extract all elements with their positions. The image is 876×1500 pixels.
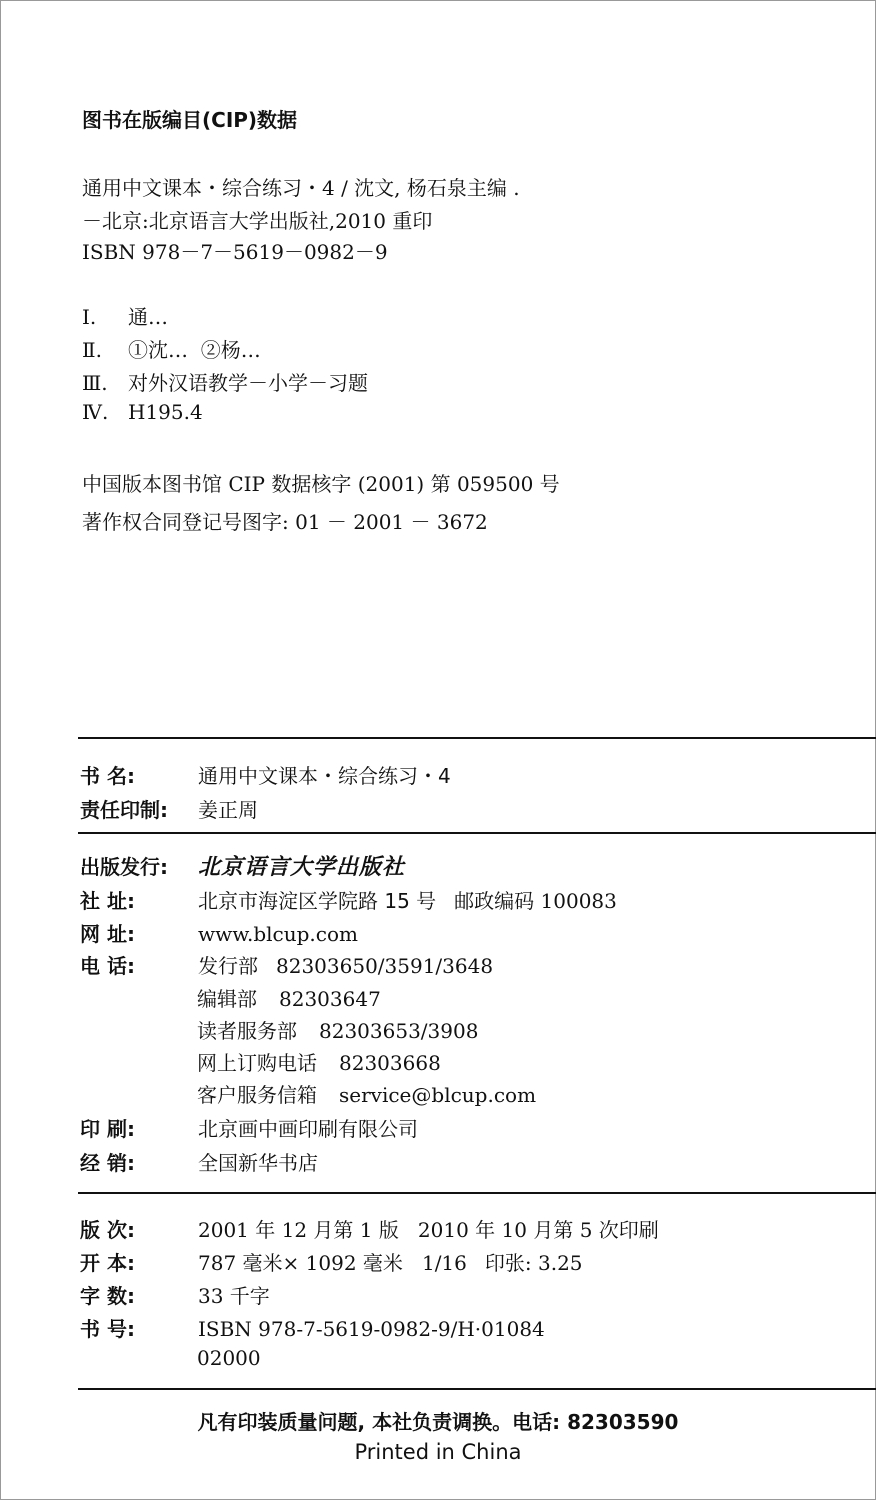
classification-number: Ⅳ. — [82, 400, 109, 424]
word-count: 33 千字 — [198, 1284, 270, 1308]
printer-row — [80, 1113, 418, 1142]
cip-record-number: 中国版本图书馆 CIP 数据核字 (2001) 第 059500 号 — [82, 472, 560, 496]
phone-dept: 客户服务信箱 — [197, 1083, 317, 1107]
book-title: 通用中文课本・综合练习・4 — [198, 764, 451, 788]
publisher-label: 出版发行: — [80, 855, 168, 879]
format-label: 开 本: — [80, 1251, 135, 1275]
isbn-row — [80, 1313, 545, 1342]
classification-text: 对外汉语教学－小学－习题 — [128, 371, 368, 395]
printer: 北京画中画印刷有限公司 — [198, 1117, 418, 1141]
format-row — [80, 1247, 583, 1276]
divider — [78, 1388, 876, 1390]
cip-heading: 图书在版编目(CIP)数据 — [82, 108, 298, 132]
phone-entry — [197, 1047, 441, 1076]
isbn-extra-row — [197, 1346, 261, 1370]
address-label: 社 址: — [80, 889, 135, 913]
printing-supervisor-label: 责任印制: — [80, 798, 168, 822]
phone-dept: 读者服务部 — [197, 1019, 297, 1043]
phone-entry — [197, 1015, 478, 1044]
classification-row — [82, 400, 203, 424]
page-border — [0, 0, 1, 1500]
classification-text: 通… — [128, 305, 168, 329]
divider — [78, 1192, 876, 1194]
printing-supervisor-row — [80, 794, 258, 823]
phone-dept: 发行部 — [198, 954, 258, 978]
address: 北京市海淀区学院路 15 号 — [198, 889, 437, 913]
classification-row — [82, 367, 368, 396]
phone-number: 82303668 — [339, 1051, 441, 1075]
cip-title-line: 通用中文课本・综合练习・4 / 沈文, 杨石泉主编 . — [82, 176, 520, 200]
website-label: 网 址: — [80, 922, 135, 946]
isbn-extra: 02000 — [197, 1346, 261, 1370]
phone-dept: 编辑部 — [197, 987, 257, 1011]
publisher-row — [80, 850, 405, 881]
cip-isbn-line: ISBN 978－7－5619－0982－9 — [82, 240, 388, 264]
classification-row — [82, 334, 261, 363]
quality-notice: 凡有印装质量问题, 本社负责调换。电话: 82303590 — [197, 1410, 679, 1434]
phone-dept: 网上订购电话 — [197, 1051, 317, 1075]
classification-number: Ⅰ. — [82, 305, 97, 329]
address-row — [80, 885, 617, 914]
classification-row — [82, 301, 168, 330]
distributor-label: 经 销: — [80, 1151, 135, 1175]
phone-label: 电 话: — [80, 954, 135, 978]
divider — [78, 832, 876, 834]
website-row — [80, 918, 358, 947]
book-title-row — [80, 760, 451, 789]
printing-sheets: 印张: 3.25 — [484, 1251, 583, 1275]
website-link[interactable]: www.blcup.com — [198, 922, 358, 946]
cip-publisher-line: －北京:北京语言大学出版社,2010 重印 — [82, 209, 433, 233]
printed-in: Printed in China — [354, 1440, 522, 1464]
phone-number: 82303647 — [279, 987, 381, 1011]
edition: 2001 年 12 月第 1 版 2010 年 10 月第 5 次印刷 — [198, 1218, 659, 1242]
format: 787 毫米× 1092 毫米 1/16 — [198, 1251, 467, 1275]
phone-row — [80, 950, 493, 979]
book-title-label: 书 名: — [80, 764, 135, 788]
distributor-row — [80, 1147, 318, 1176]
copyright-record-number: 著作权合同登记号图字: 01 － 2001 － 3672 — [82, 510, 488, 534]
isbn-label: 书 号: — [80, 1317, 135, 1341]
word-count-label: 字 数: — [80, 1284, 135, 1308]
printer-label: 印 刷: — [80, 1117, 135, 1141]
edition-row — [80, 1214, 659, 1243]
edition-label: 版 次: — [80, 1218, 135, 1242]
phone-number: 82303650/3591/3648 — [276, 954, 494, 978]
isbn: ISBN 978-7-5619-0982-9/H·01084 — [198, 1317, 545, 1341]
distributor: 全国新华书店 — [198, 1151, 318, 1175]
page-border — [0, 0, 876, 1]
postcode: 邮政编码 100083 — [454, 889, 617, 913]
classification-number: Ⅱ. — [82, 338, 102, 362]
divider — [78, 737, 876, 739]
classification-text: H195.4 — [128, 400, 203, 424]
word-count-row — [80, 1280, 270, 1309]
classification-number: Ⅲ. — [82, 371, 108, 395]
phone-entry — [197, 1079, 536, 1108]
publisher-logo: 北京语言大学出版社 — [198, 854, 406, 880]
phone-entry — [197, 983, 381, 1012]
phone-number: 82303653/3908 — [319, 1019, 479, 1043]
service-email[interactable]: service@blcup.com — [339, 1083, 537, 1107]
classification-text: ①沈… ②杨… — [128, 338, 261, 362]
printing-supervisor: 姜正周 — [198, 798, 258, 822]
